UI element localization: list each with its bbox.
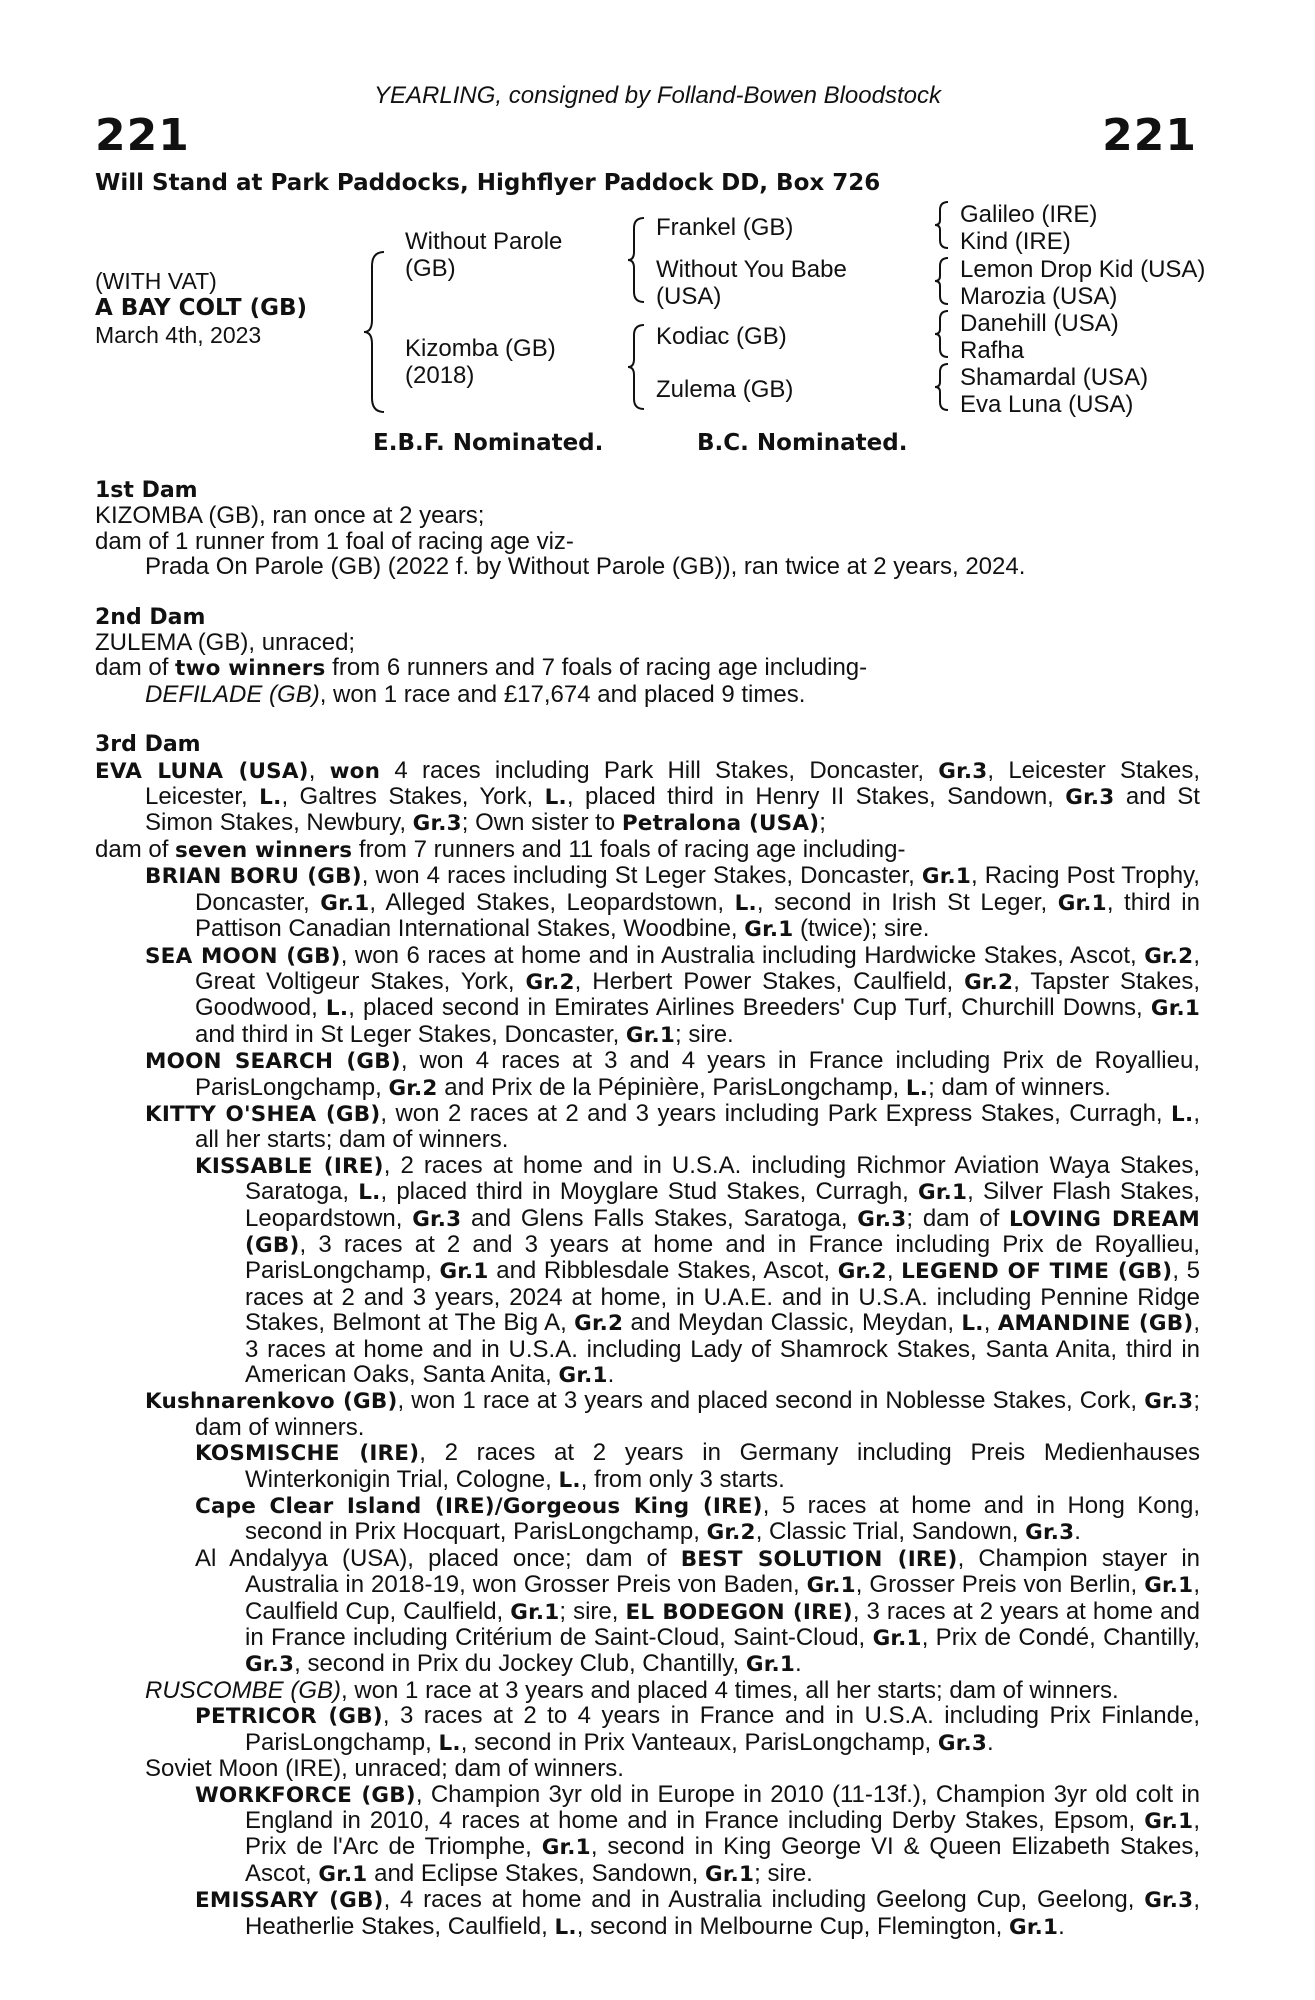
text-run: , Galtres Stakes, York, [281, 783, 545, 811]
bold-run: EVA LUNA (USA) [95, 758, 309, 784]
text-run: , second in Melbourne Cup, Flemington, [576, 1912, 1010, 1940]
bold-run: BEST SOLUTION (IRE) [680, 1546, 958, 1572]
bold-run: Gr.1 [625, 1022, 676, 1048]
bold-run: KISSABLE (IRE) [195, 1153, 384, 1179]
text-run: . [795, 1650, 802, 1678]
bold-run: L. [558, 1467, 581, 1493]
horse-name: A BAY COLT (GB) [95, 295, 308, 321]
text-run: , second in Prix du Jockey Club, Chantilly, [294, 1650, 746, 1678]
text-run: , won 2 races at 2 and 3 years including Park Express Stakes, Curragh, [380, 1099, 1172, 1127]
italic-run: RUSCOMBE (GB) [145, 1676, 342, 1704]
bold-run: Gr.1 [318, 1861, 368, 1887]
bold-run: SEA MOON (GB) [145, 943, 341, 969]
text-run: ; dam of [906, 1204, 1010, 1232]
bold-run: LEGEND OF TIME (GB) [901, 1259, 1173, 1285]
bold-run: Kushnarenkovo (GB) [145, 1389, 398, 1415]
third-dam-entries [95, 758, 1200, 1940]
bold-run: Gr.1 [1150, 996, 1200, 1022]
bold-run: Gr.3 [1144, 1389, 1194, 1415]
first-dam-title: 1st Dam [95, 478, 198, 503]
bold-run: Gr.3 [245, 1652, 295, 1678]
bold-run: Gr.1 [918, 1180, 968, 1206]
grandsire-8: Eva Luna (USA) [960, 391, 1134, 418]
bold-run: L. [554, 1914, 577, 1940]
text-run: , placed third in Moyglare Stud Stakes, Curragh, [380, 1178, 918, 1206]
text-run: , third in Pattison Canadian International Stakes, Woodbine, [195, 888, 1200, 943]
dam: Kizomba (GB) (2018) [405, 335, 556, 389]
bold-run: Gr.1 [439, 1259, 489, 1285]
bold-run: L. [259, 785, 282, 811]
bold-run: Gr.2 [525, 969, 575, 995]
text-run: , Silver Flash Stakes, Leopardstown, [245, 1178, 1200, 1232]
bold-run: L. [358, 1180, 381, 1206]
text-run: , [983, 1309, 998, 1337]
family-entry [95, 863, 1200, 942]
family-entry [95, 1756, 1200, 1781]
text-run: from 7 runners and 11 foals of racing age including- [352, 835, 906, 863]
text-run: . [987, 1728, 994, 1756]
text-run: , [886, 1257, 902, 1285]
family-entry [95, 1703, 1200, 1756]
bold-run: L. [1171, 1101, 1194, 1127]
bold-run: Gr.1 [510, 1599, 560, 1625]
text-run: , won 4 races at 3 and 4 years in France including Prix de Royallieu, ParisLongchamp, [195, 1047, 1200, 1101]
bold-run: Gr.1 [921, 864, 972, 890]
text-run: dam of [95, 654, 176, 682]
text-run: , Great Voltigeur Stakes, York, [195, 941, 1200, 995]
bold-run: LOVING DREAM (GB) [245, 1206, 1201, 1258]
text-run: , won 1 race and £17,674 and placed 9 times. [319, 680, 806, 708]
bold-run: Gr.2 [388, 1075, 438, 1101]
text-run: , Champion stayer in Australia in 2018-19, won Grosser Preis von Baden, [245, 1544, 1200, 1599]
text-run: , 3 races at home and in U.S.A. including Lady of Shamrock Stakes, Santa Anita, third in American Oaks, Santa Anita, [245, 1309, 1201, 1388]
winners-count: two winners [175, 656, 326, 682]
text-run: , Prix de Condé, Chantilly, [921, 1624, 1200, 1652]
second-dam-produce [95, 682, 1200, 707]
bold-run: Gr.2 [706, 1520, 756, 1546]
produce-name: DEFILADE (GB) [145, 680, 320, 708]
bold-run: Gr.2 [837, 1259, 887, 1285]
family-entry [95, 1440, 1200, 1493]
grandsire-4: Marozia (USA) [960, 283, 1118, 310]
lot-number-left: 221 [95, 110, 190, 161]
text-run: , 3 races at 2 years at home and in France including Critérium de Saint-Cloud, Saint-Cloud, [245, 1597, 1200, 1652]
bold-run: Petralona (USA) [621, 811, 820, 837]
grandsire-1: Galileo (IRE) [960, 201, 1098, 228]
text-run: and Ribblesdale Stakes, Ascot, [488, 1257, 838, 1285]
bold-run: Gr.1 [320, 890, 370, 916]
bold-run: PETRICOR (GB) [195, 1704, 383, 1730]
text-run: 4 races including Park Hill Stakes, Doncaster, [380, 756, 939, 784]
text-run: and Glens Falls Stakes, Saratoga, [461, 1204, 858, 1232]
text-run: . [607, 1361, 615, 1388]
bold-run: Gr.3 [1065, 785, 1115, 811]
bold-run: Gr.2 [574, 1311, 624, 1337]
bold-run: KOSMISCHE (IRE) [195, 1441, 420, 1467]
text-run: . [1058, 1912, 1065, 1940]
text-run: , 5 races at home and in Hong Kong, second in Prix Hocquart, ParisLongchamp, [245, 1492, 1200, 1546]
bold-run: won [329, 758, 381, 784]
text-run: from 6 runners and 7 foals of racing age including- [325, 654, 868, 682]
grandsire-5: Danehill (USA) [960, 310, 1119, 337]
text-run: ; sire. [754, 1859, 813, 1887]
foaling-date: March 4th, 2023 [95, 322, 262, 348]
family-content [95, 478, 1200, 1940]
bold-run: WORKFORCE (GB) [195, 1782, 416, 1808]
text-run: ; sire. [675, 1020, 734, 1048]
text-run: , 4 races at home and in Australia including Geelong Cup, Geelong, [383, 1886, 1145, 1914]
third-dam-section [95, 732, 1200, 1940]
family-entry [95, 1678, 1200, 1703]
text-run: (twice); sire. [793, 915, 930, 943]
third-dam-title: 3rd Dam [95, 732, 201, 758]
text-run: , won 6 races at home and in Australia including Hardwicke Stakes, Ascot, [340, 941, 1145, 969]
family-entry [95, 1493, 1200, 1546]
text-run: Soviet Moon (IRE), unraced; dam of winners. [145, 1755, 624, 1783]
text-run: , won 1 race at 3 years and placed 4 times, all her starts; dam of winners. [341, 1676, 1119, 1704]
text-run: , 3 races at 2 to 4 years in France and in U.S.A. including Prix Finlande, ParisLongchamp, [245, 1702, 1200, 1756]
bold-run: Gr.3 [1144, 1888, 1194, 1914]
second-dam-title: 2nd Dam [95, 604, 206, 630]
bold-run: Gr.1 [705, 1861, 755, 1887]
text-run: ; dam of winners. [195, 1387, 1200, 1441]
text-run: ; dam of winners. [928, 1073, 1111, 1101]
text-run: , won 1 race at 3 years and placed second in Noblesse Stakes, Cork, [397, 1387, 1145, 1415]
bold-run: L. [544, 785, 567, 811]
text-run: , Alleged Stakes, Leopardstown, [369, 888, 735, 916]
text-run: , Heatherlie Stakes, Caulfield, [245, 1886, 1200, 1940]
text-run: and Eclipse Stakes, Sandown, [367, 1859, 706, 1887]
text-run: ; Own sister to [461, 809, 622, 837]
grandsire-3: Lemon Drop Kid (USA) [960, 256, 1206, 283]
lot-number-right: 221 [1102, 110, 1197, 161]
second-dam-section [95, 605, 1200, 708]
text-run: , [308, 756, 330, 784]
bold-run: Gr.2 [1144, 943, 1194, 969]
bold-run: Gr.1 [541, 1835, 591, 1861]
family-entry [95, 943, 1200, 1049]
text-run: and Prix de la Pépinière, ParisLongchamp, [437, 1073, 906, 1101]
bold-run: Gr.3 [857, 1206, 907, 1232]
bold-run: Gr.1 [558, 1363, 608, 1388]
second-dam-produce-summary [95, 655, 1200, 681]
text-run: , Classic Trial, Sandown, [755, 1518, 1026, 1546]
family-entry [95, 758, 1200, 837]
family-entry [95, 1048, 1200, 1101]
bold-run: Gr.1 [1144, 1573, 1194, 1599]
bold-run: Gr.3 [412, 811, 462, 837]
bold-run: Gr.1 [745, 1652, 796, 1678]
first-dam-produce: Prada On Parole (GB) (2022 f. by Without Parole (GB)), ran twice at 2 years, 2024. [145, 553, 1026, 581]
text-run: , second in Prix Vanteaux, ParisLongchamp, [460, 1728, 938, 1756]
text-run: , Grosser Preis von Berlin, [855, 1571, 1145, 1599]
text-run: , Herbert Power Stakes, Caulfield, [574, 967, 965, 995]
second-dam-line: ZULEMA (GB), unraced; [95, 629, 356, 657]
grandsire-6: Rafha [960, 337, 1025, 364]
text-run: , Racing Post Trophy, Doncaster, [195, 862, 1200, 916]
stand-location: Will Stand at Park Paddocks, Highflyer Paddock DD, Box 726 [95, 170, 881, 196]
bold-run: L. [961, 1311, 984, 1337]
vat-label: (WITH VAT) [95, 268, 217, 294]
bold-run: Gr.3 [1025, 1520, 1075, 1546]
bold-run: L. [438, 1730, 461, 1756]
bold-run: Gr.3 [938, 758, 988, 784]
bold-run: L. [734, 890, 757, 916]
first-dam-produce-summary: dam of 1 runner from 1 foal of racing age viz- [95, 527, 574, 555]
text-run: , Prix de l'Arc de Triomphe, [245, 1806, 1200, 1861]
text-run: ; sire, [559, 1597, 626, 1625]
text-run: , Tapster Stakes, Goodwood, [195, 967, 1201, 1022]
bold-run: EL BODEGON (IRE) [625, 1599, 853, 1625]
bold-run: Gr.1 [872, 1626, 922, 1652]
text-run: , placed third in Henry II Stakes, Sandown, [566, 783, 1066, 811]
text-run: , Leicester Stakes, Leicester, [145, 756, 1200, 811]
family-entry [95, 837, 1200, 863]
family-entry [95, 1887, 1200, 1940]
bold-run: Gr.1 [806, 1573, 856, 1599]
bold-run: MOON SEARCH (GB) [145, 1049, 401, 1075]
text-run: , all her starts; dam of winners. [195, 1099, 1200, 1154]
family-entry [95, 1388, 1200, 1440]
text-run: , 3 races at 2 and 3 years at home and in France including Prix de Royallieu, ParisLongchamp, [245, 1230, 1200, 1285]
text-run: , second in Irish St Leger, [756, 888, 1058, 916]
bold-run: Cape Clear Island (IRE)/Gorgeous King (IRE) [195, 1494, 763, 1520]
text-run: Al Andalyya (USA), placed once; dam of [195, 1544, 681, 1572]
bold-run: EMISSARY (GB) [195, 1888, 384, 1914]
bold-run: Gr.1 [1144, 1808, 1194, 1834]
bold-run: Gr.1 [1009, 1914, 1059, 1940]
sire: Without Parole (GB) [405, 228, 563, 282]
first-dam-line: KIZOMBA (GB), ran once at 2 years; [95, 502, 485, 530]
bold-run: L. [325, 996, 349, 1022]
text-run: dam of [95, 835, 176, 863]
family-entry [95, 1546, 1200, 1678]
bold-run: seven winners [175, 837, 353, 863]
text-run: , placed second in Emirates Airlines Breeders' Cup Turf, Churchill Downs, [348, 994, 1151, 1022]
text-run: and St Simon Stakes, Newbury, [145, 783, 1200, 837]
text-run: , Caulfield Cup, Caulfield, [245, 1571, 1200, 1625]
text-run: and Meydan Classic, Meydan, [623, 1309, 962, 1337]
bold-run: Gr.1 [744, 917, 794, 943]
sire-dam: Without You Babe (USA) [656, 256, 847, 310]
bold-run: Gr.1 [1057, 890, 1107, 916]
text-run: , from only 3 starts. [580, 1465, 785, 1493]
bold-run: Gr.3 [937, 1730, 988, 1756]
text-run: , second in King George VI & Queen Elizabeth Stakes, Ascot, [245, 1833, 1200, 1887]
bold-run: L. [905, 1075, 929, 1101]
text-run: , Champion 3yr old in Europe in 2010 (11-13f.), Champion 3yr old colt in England in 2010, 4 races at home and in France including Derby Stakes, Epsom, [245, 1780, 1200, 1834]
text-run: , 5 races at 2 and 3 years, 2024 at home, in U.A.E. and in U.S.A. including Pennine Ridge Stakes, Belmont at The Big A, [245, 1257, 1200, 1337]
text-run: and third in St Leger Stakes, Doncaster, [195, 1020, 626, 1048]
bold-run: KITTY O'SHEA (GB) [145, 1101, 381, 1127]
family-entry [95, 1782, 1200, 1888]
text-run: . [1074, 1518, 1081, 1546]
bold-run: Gr.2 [964, 969, 1014, 995]
bold-run: Gr.3 [412, 1206, 462, 1232]
grandsire-7: Shamardal (USA) [960, 364, 1149, 391]
sire-sire: Frankel (GB) [656, 214, 794, 241]
family-entry [95, 1101, 1200, 1153]
family-entry [95, 1153, 1200, 1389]
text-run: , 2 races at 2 years in Germany including Preis Medienhauses Winterkonigin Trial, Cologne, [245, 1439, 1200, 1493]
first-dam-section [95, 478, 1200, 580]
grandsire-2: Kind (IRE) [960, 228, 1071, 255]
text-run: , won 4 races including St Leger Stakes, Doncaster, [361, 862, 922, 890]
bold-run: AMANDINE (GB) [997, 1311, 1194, 1337]
dam-dam: Zulema (GB) [656, 376, 794, 403]
bc-nomination: B.C. Nominated. [697, 430, 908, 456]
sale-subtitle: YEARLING, consigned by Folland-Bowen Bloodstock [374, 82, 941, 109]
text-run: , 2 races at home and in U.S.A. including Richmor Aviation Waya Stakes, Saratoga, [245, 1151, 1200, 1206]
bold-run: BRIAN BORU (GB) [145, 864, 362, 890]
dam-sire: Kodiac (GB) [656, 323, 787, 350]
text-run: ; [819, 809, 826, 837]
ebf-nomination: E.B.F. Nominated. [373, 430, 604, 456]
